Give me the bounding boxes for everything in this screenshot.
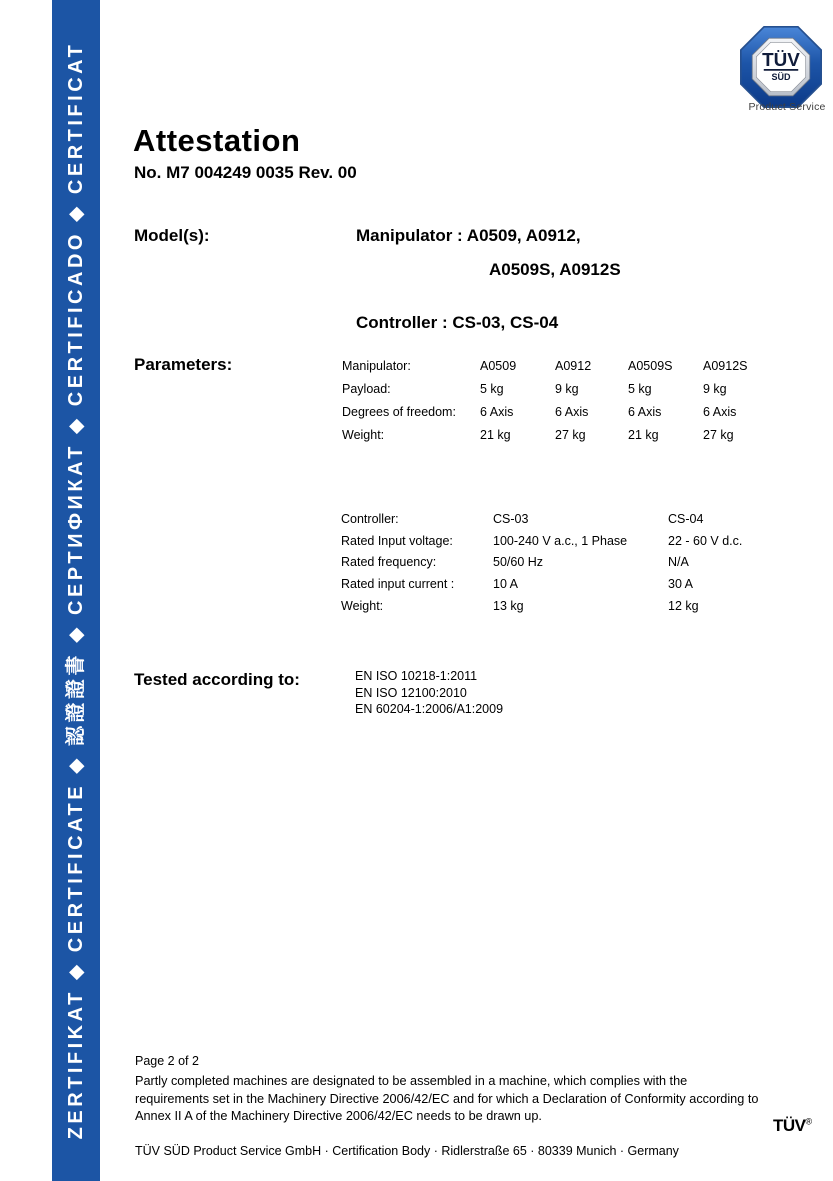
- param-cell: 9 kg: [555, 382, 579, 396]
- tuv-mark-text: TÜV: [773, 1116, 806, 1135]
- param-cell: A0509S: [628, 359, 673, 373]
- param-row-label: Degrees of freedom:: [342, 405, 456, 419]
- standard-item: EN ISO 12100:2010: [355, 685, 467, 700]
- param-row-label: Weight:: [341, 598, 384, 613]
- tuv-registered-mark: [773, 1116, 812, 1136]
- param-cell: 22 - 60 V d.c.: [668, 533, 743, 548]
- manipulator-parameters-table: [342, 355, 773, 447]
- logo-caption: Product Service: [748, 101, 826, 113]
- models-label: Model(s):: [134, 226, 210, 245]
- tested-according-label: Tested according to:: [134, 670, 300, 689]
- controller-parameters-table: [341, 509, 808, 618]
- param-cell: A0912: [555, 359, 592, 373]
- param-cell: 10 A: [493, 577, 519, 592]
- param-cell: 100-240 V a.c., 1 Phase: [493, 533, 628, 548]
- registered-symbol: ®: [805, 1116, 812, 1127]
- logo-tuv-text: TÜV: [762, 49, 800, 71]
- param-cell: 21 kg: [628, 428, 659, 442]
- param-row-label: Payload:: [342, 382, 391, 396]
- param-cell: 5 kg: [628, 382, 652, 396]
- certificate-number: No. M7 004249 0035 Rev. 00: [134, 163, 357, 182]
- param-row-label: Manipulator:: [342, 359, 411, 373]
- logo-sud-text: SÜD: [771, 72, 791, 83]
- param-cell: CS-03: [493, 512, 529, 526]
- standards-list: [355, 668, 503, 718]
- param-cell: 30 A: [668, 577, 694, 592]
- param-cell: 13 kg: [493, 598, 524, 613]
- param-cell: 9 kg: [703, 382, 727, 396]
- param-cell: A0912S: [703, 359, 748, 373]
- param-row-label: Weight:: [342, 428, 385, 442]
- param-cell: 12 kg: [668, 598, 699, 613]
- param-cell: A0509: [480, 359, 517, 373]
- param-cell: 27 kg: [703, 428, 734, 442]
- standard-item: EN ISO 10218-1:2011: [355, 669, 478, 683]
- param-cell: N/A: [668, 555, 689, 570]
- tuv-sud-octagon-icon: [740, 26, 822, 108]
- param-cell: 21 kg: [480, 428, 511, 442]
- param-cell: 5 kg: [480, 382, 504, 396]
- certificate-side-banner-text: ZERTIFIKAT ◆ CERTIFICATE ◆ 認證證書 ◆ СЕРТИФИКАТ ◆ CERTIFICADO ◆ CERTIFICAT: [65, 41, 87, 1140]
- param-cell: 6 Axis: [628, 405, 662, 419]
- standard-item: EN 60204-1:2006/A1:2009: [355, 702, 504, 717]
- page-number: Page 2 of 2: [135, 1054, 199, 1068]
- tuv-sud-logo: [740, 26, 822, 108]
- param-cell: 6 Axis: [555, 405, 589, 419]
- parameters-label: Parameters:: [134, 355, 233, 374]
- param-row-label: Rated frequency:: [341, 555, 437, 570]
- param-cell: 6 Axis: [703, 405, 737, 419]
- param-row-label: Rated input current :: [341, 577, 455, 592]
- controller-models-line: Controller : CS-03, CS-04: [356, 313, 559, 332]
- param-row-label: Rated Input voltage:: [341, 533, 453, 548]
- company-address-line: TÜV SÜD Product Service GmbH · Certification Body · Ridlerstraße 65 · 80339 Munich · Germany: [135, 1144, 679, 1158]
- param-row-label: Controller:: [341, 512, 399, 526]
- manipulator-models-line2: A0509S, A0912S: [489, 260, 621, 279]
- param-cell: 50/60 Hz: [493, 555, 544, 570]
- footer-note: Partly completed machines are designated to be assembled in a machine, which complies with the requirements set in the Machinery Directive 2006/42/EC and for which a Declaration of Conformity according to Annex II A of the Machinery Directive 2006/42/EC needs to be drawn up.: [135, 1074, 759, 1124]
- param-cell: 6 Axis: [480, 405, 514, 419]
- page-title: Attestation: [133, 123, 301, 158]
- param-cell: CS-04: [668, 512, 704, 526]
- manipulator-models-line1: Manipulator : A0509, A0912,: [356, 226, 581, 245]
- param-cell: 27 kg: [555, 428, 586, 442]
